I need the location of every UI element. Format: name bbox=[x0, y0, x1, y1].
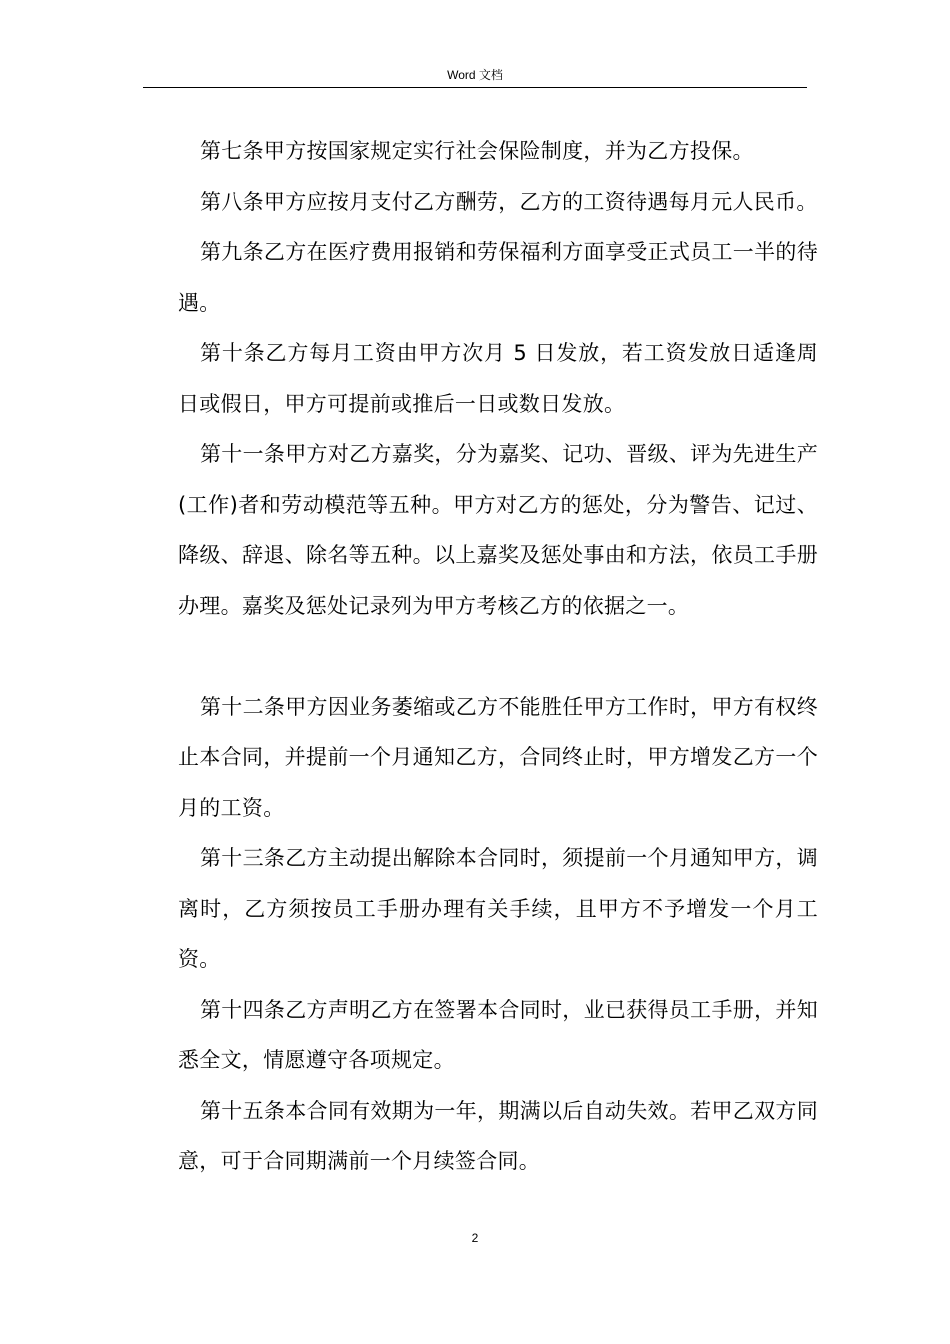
article-15: 第十五条本合同有效期为一年，期满以后自动失效。若甲乙双方同意，可于合同期满前一个月续签合同。 bbox=[178, 1098, 818, 1173]
article-11: 第十一条甲方对乙方嘉奖，分为嘉奖、记功、晋级、评为先进生产(工作)者和劳动模范等五种。甲方对乙方的惩处，分为警告、记过、降级、辞退、除名等五种。以上嘉奖及惩处事由和方法，依员工手册办理。嘉奖及惩处记录列为甲方考核乙方的依据之一。 bbox=[178, 442, 818, 618]
article-8: 第八条甲方应按月支付乙方酬劳，乙方的工资待遇每月元人民币。 bbox=[200, 189, 818, 214]
article-13: 第十三条乙方主动提出解除本合同时，须提前一个月通知甲方，调离时，乙方须按员工手册办理有关手续，且甲方不予增发一个月工资。 bbox=[178, 846, 818, 971]
header-divider bbox=[143, 87, 807, 88]
page-number: 2 bbox=[471, 1231, 479, 1245]
article-7: 第七条甲方按国家规定实行社会保险制度，并为乙方投保。 bbox=[200, 139, 754, 163]
blank-line bbox=[178, 631, 818, 682]
document-body bbox=[178, 126, 818, 1187]
article-10: 第十条乙方每月工资由甲方次月 5 日发放，若工资发放日适逢周日或假日，甲方可提前或推后一日或数日发放。 bbox=[178, 341, 818, 416]
page-header: Word 文档 bbox=[447, 68, 503, 82]
article-14: 第十四条乙方声明乙方在签署本合同时，业已获得员工手册，并知悉全文，情愿遵守各项规定。 bbox=[178, 997, 818, 1072]
article-12: 第十二条甲方因业务萎缩或乙方不能胜任甲方工作时，甲方有权终止本合同，并提前一个月通知乙方，合同终止时，甲方增发乙方一个月的工资。 bbox=[178, 694, 818, 820]
article-9: 第九条乙方在医疗费用报销和劳保福利方面享受正式员工一半的待遇。 bbox=[178, 240, 818, 315]
